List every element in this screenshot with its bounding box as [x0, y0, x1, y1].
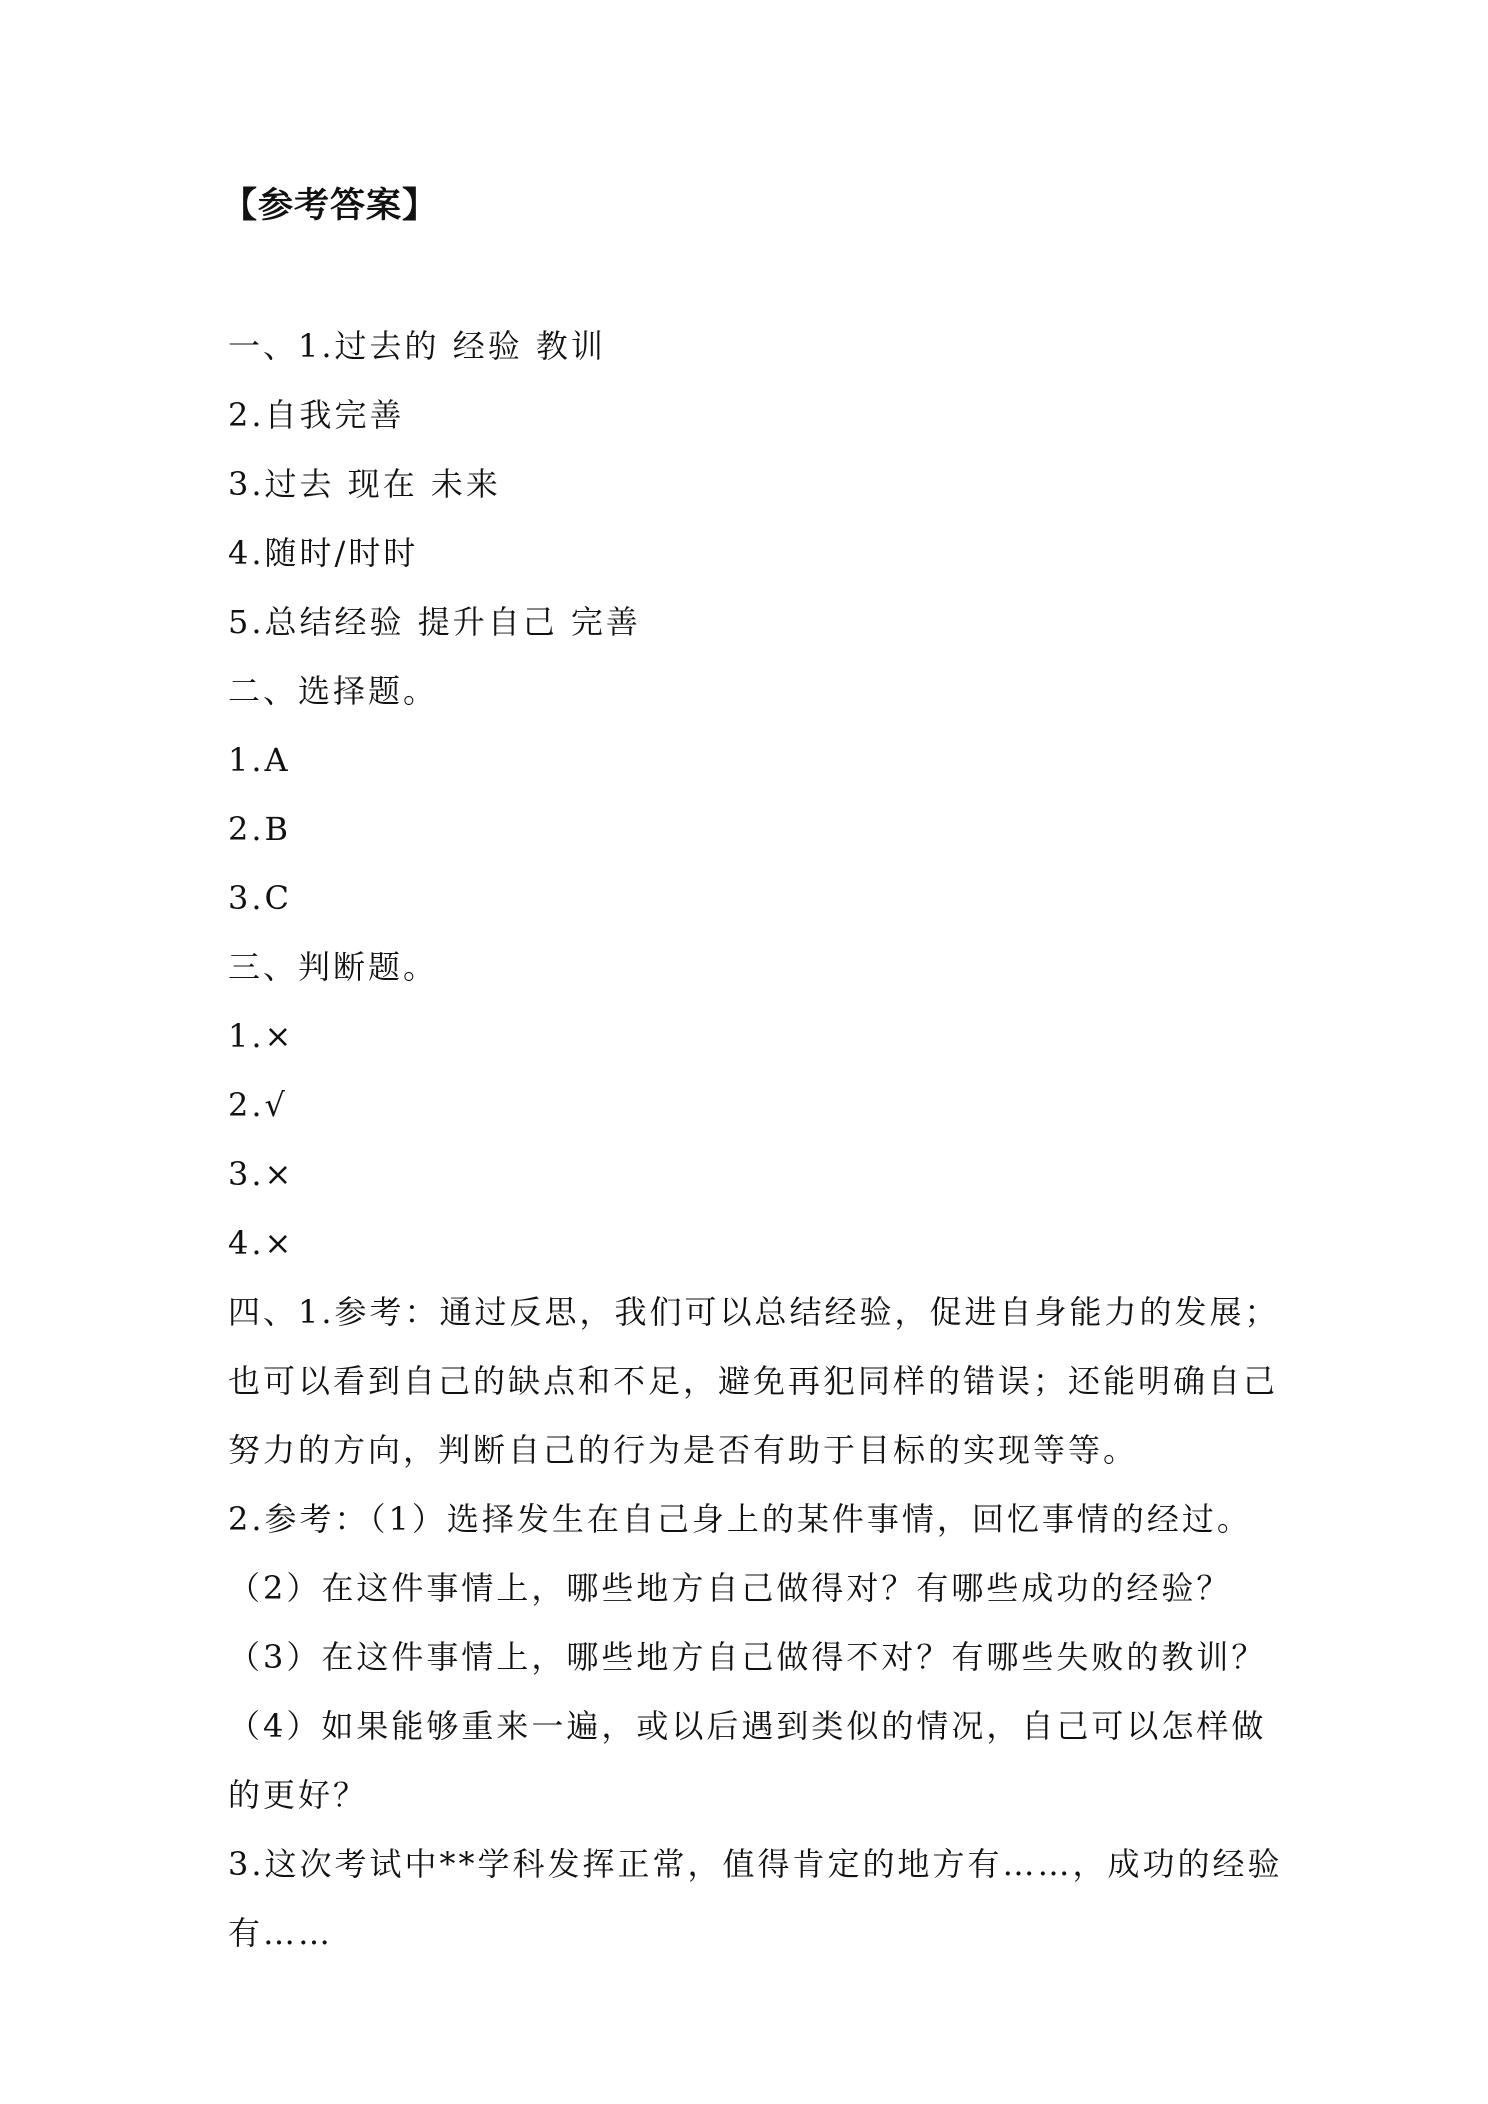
answer-paragraph-line: 有…… — [228, 1914, 334, 1952]
answer-line: 2.B — [228, 810, 292, 848]
answer-paragraph-line: 3.这次考试中**学科发挥正常，值得肯定的地方有……，成功的经验 — [228, 1845, 1283, 1883]
answer-paragraph-line: 四、1.参考：通过反思，我们可以总结经验，促进自身能力的发展； — [228, 1293, 1280, 1331]
answer-line: 5.总结经验 提升自己 完善 — [228, 603, 641, 641]
answer-paragraph-line: 2.参考：（1）选择发生在自己身上的某件事情，回忆事情的经过。 — [228, 1500, 1252, 1538]
answer-paragraph-line: 努力的方向，判断自己的行为是否有助于目标的实现等等。 — [228, 1431, 1139, 1469]
section-heading: 二、选择题。 — [228, 672, 439, 710]
answer-line: 一、1.过去的 经验 教训 — [228, 327, 606, 365]
answer-line: 3.× — [228, 1155, 295, 1193]
answer-paragraph-line: 的更好？ — [228, 1776, 369, 1814]
answer-line: 4.随时/时时 — [228, 534, 419, 572]
answer-line: 1.A — [228, 741, 291, 779]
answer-paragraph-line: （2）在这件事情上，哪些地方自己做得对？有哪些成功的经验？ — [228, 1569, 1232, 1607]
answer-line: 2.√ — [228, 1086, 288, 1124]
answer-paragraph-line: （3）在这件事情上，哪些地方自己做得不对？有哪些失败的教训？ — [228, 1638, 1267, 1676]
section-heading: 三、判断题。 — [228, 948, 439, 986]
answer-paragraph-line: 也可以看到自己的缺点和不足，避免再犯同样的错误；还能明确自己 — [228, 1362, 1279, 1400]
answer-heading: 【参考答案】 — [222, 185, 439, 226]
answer-line: 3.C — [228, 879, 293, 917]
answer-body — [228, 312, 1288, 1968]
answer-line: 4.× — [228, 1224, 295, 1262]
answer-line: 2.自我完善 — [228, 396, 405, 434]
answer-paragraph-line: （4）如果能够重来一遍，或以后遇到类似的情况，自己可以怎样做 — [228, 1707, 1267, 1745]
answer-line: 1.× — [228, 1017, 295, 1055]
answer-line: 3.过去 现在 未来 — [228, 465, 501, 503]
